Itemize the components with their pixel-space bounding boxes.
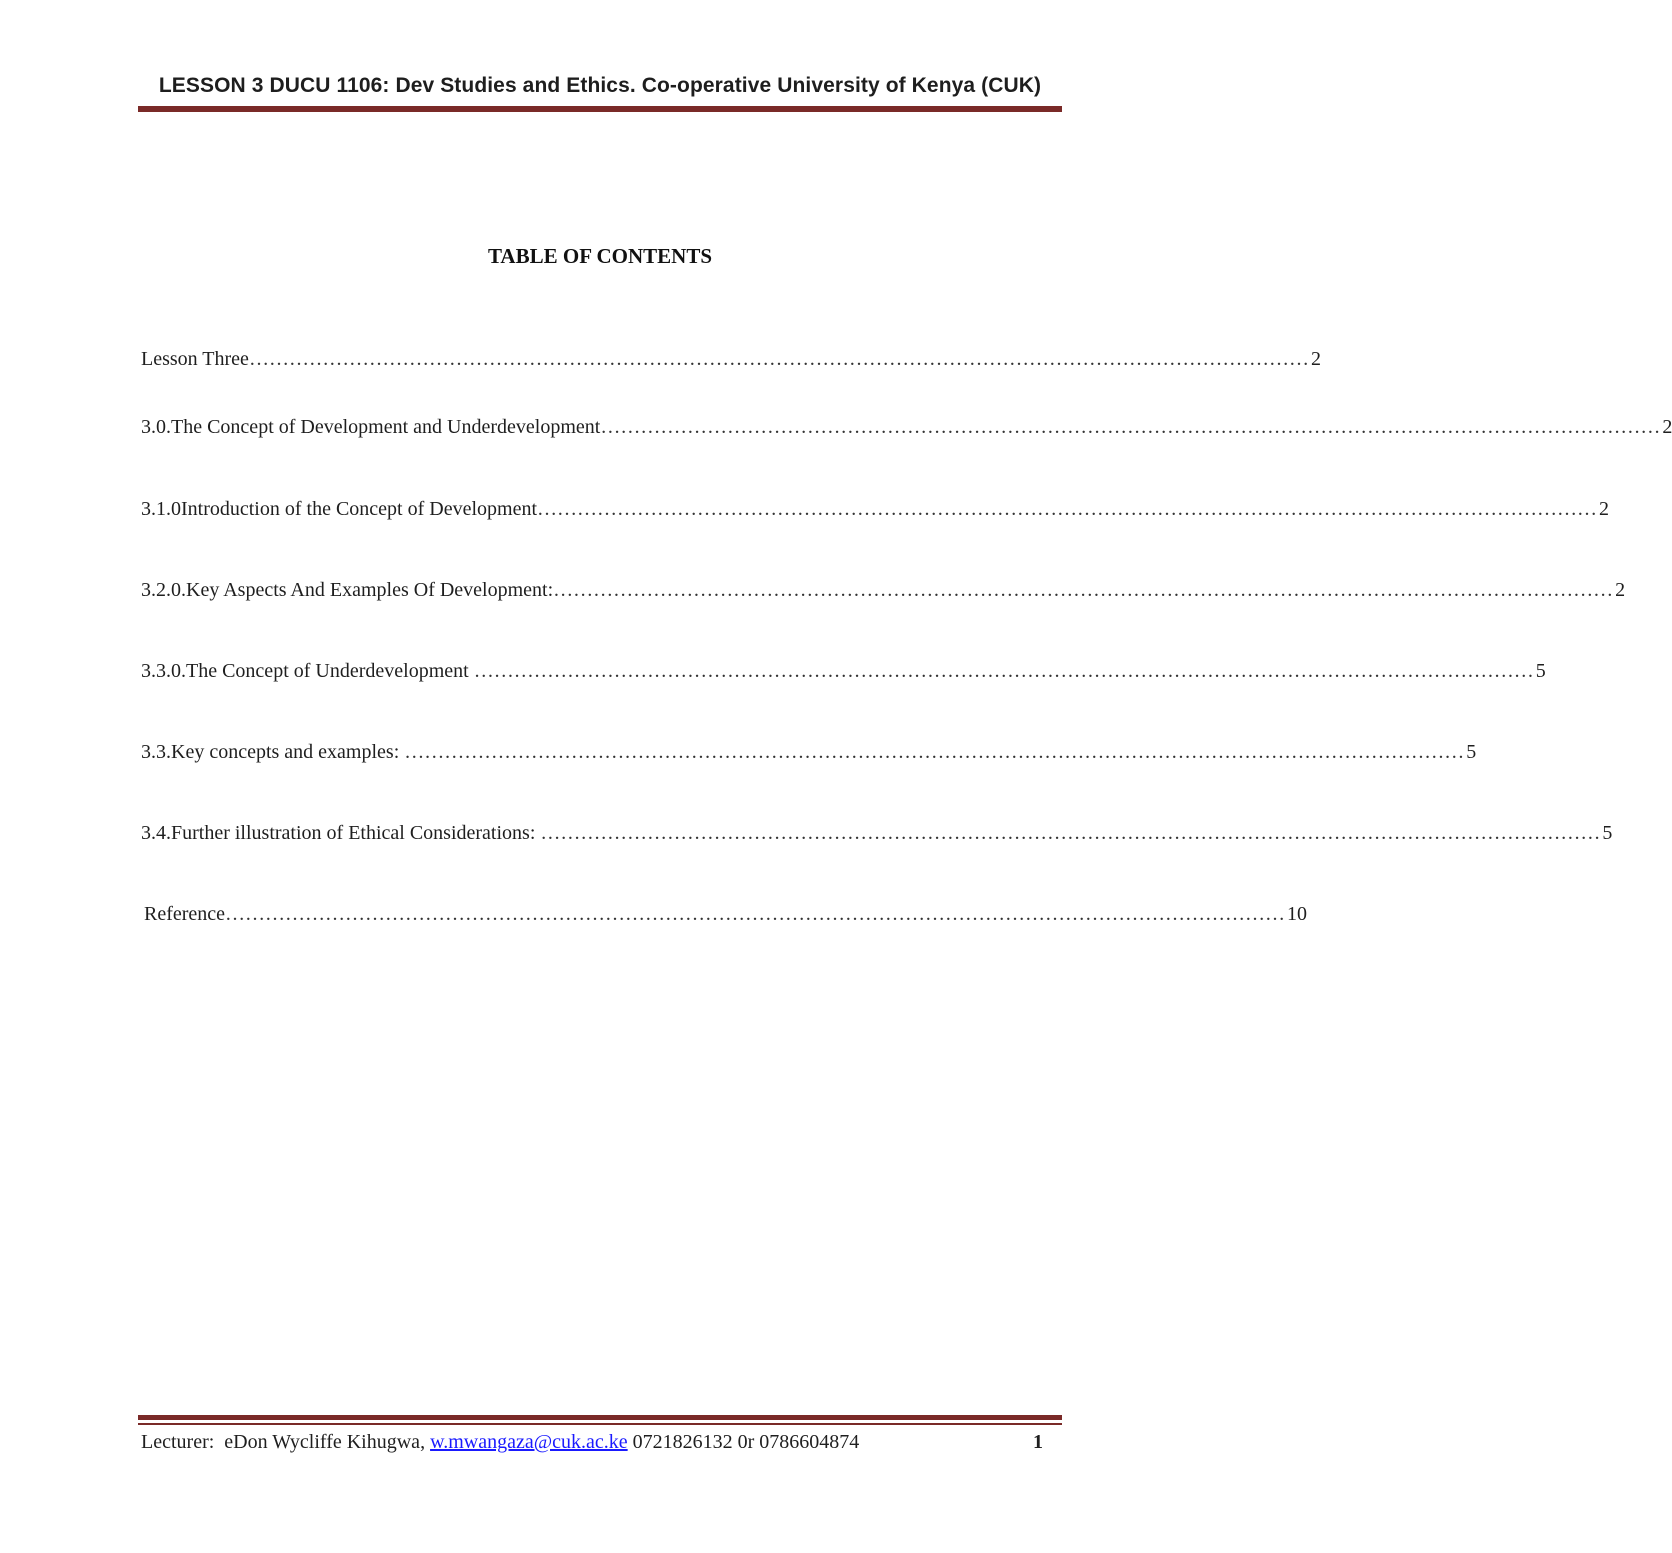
toc-entry-page: 5	[1466, 741, 1477, 763]
toc-entry-3-4[interactable]	[141, 822, 1613, 845]
toc-dot-leader: ……………………………………………………………………………………………………………………………………………	[553, 579, 1614, 601]
toc-entry-label: Key Aspects And Examples Of Development:	[186, 579, 554, 601]
toc-entry-label: The Concept of Underdevelopment	[186, 660, 474, 682]
footer-divider-thin	[138, 1423, 1062, 1425]
page-footer	[141, 1431, 1061, 1454]
toc-entry-3-3[interactable]	[141, 741, 1477, 764]
toc-dot-leader: ……………………………………………………………………………………………………………………………………………	[473, 660, 1534, 682]
toc-entry-page: 5	[1602, 822, 1613, 844]
toc-entry-label: Introduction of the Concept of Development	[181, 498, 538, 520]
toc-entry-label: Lesson Three	[141, 348, 249, 370]
toc-entry-page: 2	[1662, 416, 1672, 438]
toc-entry-number: 3.3.0.	[141, 660, 186, 682]
toc-entry-label: Further illustration of Ethical Considerations:	[171, 822, 541, 844]
toc-entry-page: 2	[1599, 498, 1610, 520]
toc-dot-leader: ……………………………………………………………………………………………………………………………………………	[404, 741, 1465, 763]
toc-entry-page: 10	[1287, 903, 1308, 925]
toc-entry-label: Key concepts and examples:	[171, 741, 405, 763]
toc-dot-leader: ……………………………………………………………………………………………………………………………………………	[540, 822, 1601, 844]
toc-entry-3-3-0[interactable]	[141, 660, 1546, 683]
footer-divider-thick	[138, 1415, 1062, 1420]
toc-dot-leader: ……………………………………………………………………………………………………………………………………………	[225, 903, 1286, 925]
toc-entry-reference[interactable]	[144, 903, 1308, 926]
toc-dot-leader: ……………………………………………………………………………………………………………………………………………	[600, 416, 1661, 438]
toc-entry-number: 3.4.	[141, 822, 171, 844]
toc-entry-lesson-three[interactable]	[141, 348, 1321, 371]
footer-lecturer-text: Lecturer: eDon Wycliffe Kihugwa,	[141, 1431, 431, 1453]
page-header-title: LESSON 3 DUCU 1106: Dev Studies and Ethics. Co-operative University of Kenya (CUK)	[158, 74, 1042, 97]
toc-entry-page: 2	[1615, 579, 1626, 601]
toc-entry-label: The Concept of Development and Underdevelopment	[171, 416, 601, 438]
toc-entry-page: 5	[1535, 660, 1546, 682]
header-divider	[138, 106, 1062, 112]
toc-entry-label: Reference	[144, 903, 226, 925]
toc-dot-leader: ……………………………………………………………………………………………………………………………………………	[537, 498, 1598, 520]
toc-entry-number: 3.0.	[141, 416, 171, 438]
toc-entry-3-0[interactable]	[141, 416, 1672, 439]
page-number: 1	[1033, 1431, 1043, 1453]
footer-phone-numbers: 0721826132 0r 0786604874	[627, 1431, 860, 1453]
toc-entry-3-1-0[interactable]	[141, 498, 1610, 521]
toc-entry-number: 3.1.0	[141, 498, 181, 520]
toc-heading: TABLE OF CONTENTS	[487, 244, 713, 268]
toc-entry-number: 3.3.	[141, 741, 171, 763]
toc-entry-page: 2	[1310, 348, 1321, 370]
toc-entry-number: 3.2.0.	[141, 579, 186, 601]
toc-dot-leader: ……………………………………………………………………………………………………………………………………………	[248, 348, 1309, 370]
toc-entry-3-2-0[interactable]	[141, 579, 1626, 602]
footer-email-link[interactable]: w.mwangaza@cuk.ac.ke	[430, 1431, 628, 1453]
